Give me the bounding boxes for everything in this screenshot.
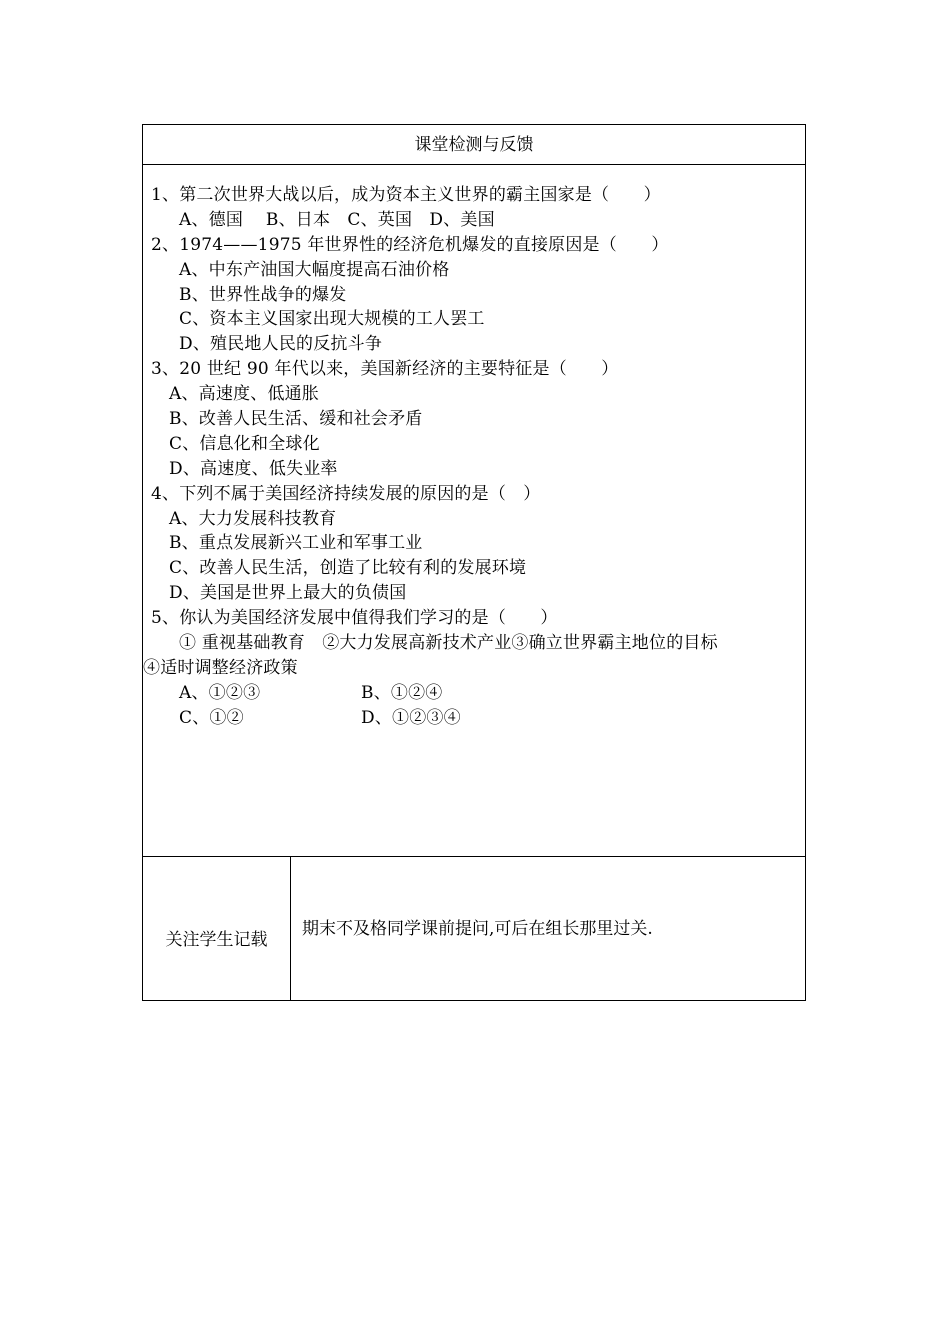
question-2-option-d: D、殖民地人民的反抗斗争 [179,334,383,355]
question-2-stem: 2、1974——1975 年世界性的经济危机爆发的直接原因是（ ） [151,234,669,255]
quiz-section [143,165,805,857]
question-4-option-c: C、改善人民生活，创造了比较有利的发展环境 [169,558,527,579]
student-note-text: 期末不及格同学课前提问,可后在组长那里过关. [302,919,653,939]
question-5-items-line-1: ① 重视基础教育 ②大力发展高新技术产业③确立世界霸主地位的目标 [179,633,718,654]
question-1-options: A、德国 B、日本 C、英国 D、美国 [179,209,495,230]
question-2-option-a: A、中东产油国大幅度提高石油价格 [179,259,450,280]
question-3-option-c: C、信息化和全球化 [169,433,320,454]
question-5-options-row-2 [143,706,805,731]
question-3-stem: 3、20 世纪 90 年代以来，美国新经济的主要特征是（ ） [151,359,619,380]
question-1-stem: 1、第二次世界大战以后，成为资本主义世界的霸主国家是（ ） [151,185,661,205]
table-title: 课堂检测与反馈 [143,125,805,165]
student-note-label: 关注学生记载 [143,857,291,1000]
question-5-stem: 5、你认为美国经济发展中值得我们学习的是（ ） [151,608,558,629]
question-4-option-d: D、美国是世界上最大的负债国 [169,583,407,604]
question-4-stem: 4、下列不属于美国经济持续发展的原因的是（ ） [151,483,541,504]
question-5-option-a: A、①②③ [179,682,261,703]
question-5-options-row-1 [143,681,805,706]
question-5-option-c: C、①② [179,707,244,728]
question-3-option-b: B、改善人民生活、缓和社会矛盾 [169,409,423,430]
feedback-table [142,124,806,1001]
question-5-items-line-2: ④适时调整经济政策 [143,657,298,678]
question-4-option-a: A、大力发展科技教育 [169,508,337,529]
question-2-option-c: C、资本主义国家出现大规模的工人罢工 [179,309,485,330]
question-3-option-a: A、高速度、低通胀 [169,384,320,405]
question-5-option-d: D、①②③④ [361,707,461,728]
question-5-option-b: B、①②④ [361,682,443,703]
question-4-option-b: B、重点发展新兴工业和军事工业 [169,533,423,554]
student-note-row [143,857,805,1000]
question-3-option-d: D、高速度、低失业率 [169,458,338,479]
question-2-option-b: B、世界性战争的爆发 [179,284,347,305]
